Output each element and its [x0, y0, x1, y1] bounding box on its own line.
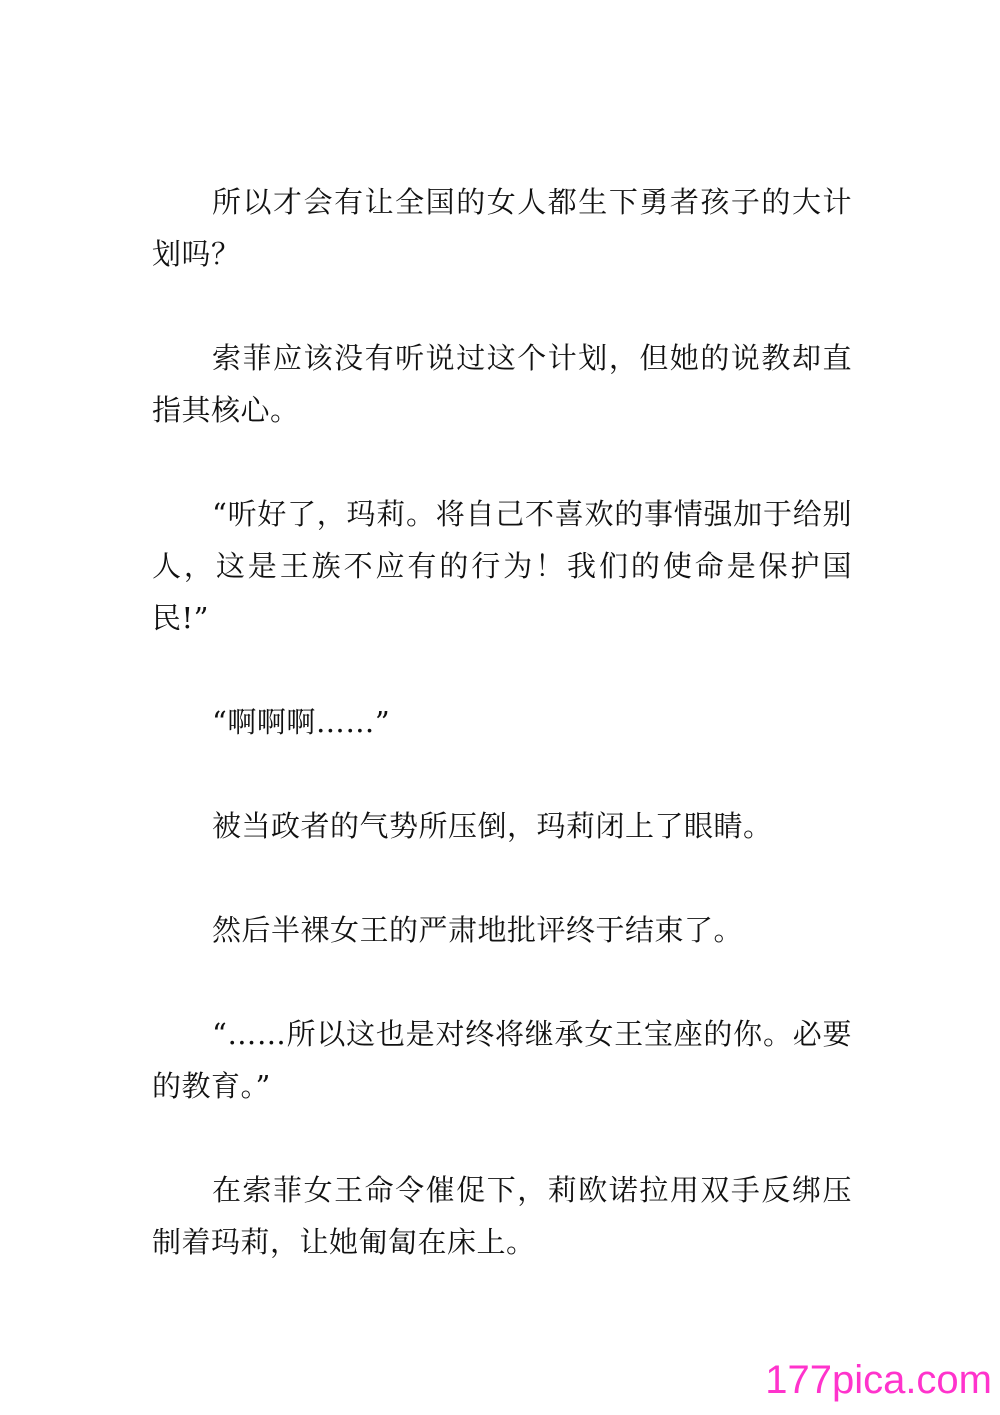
watermark-text: 177pica.com: [765, 1358, 992, 1402]
paragraph-5: 被当政者的气势所压倒，玛莉闭上了眼睛。: [212, 809, 773, 843]
paragraph-4: “啊啊啊……”: [212, 705, 391, 739]
paragraph-2: 索菲应该没有听说过这个计划，但她的说教却直指其核心。: [152, 341, 852, 427]
paragraph-3: “听好了，玛莉。将自己不喜欢的事情强加于给别人，这是王族不应有的行为！我们的使命是保护国民!”: [152, 497, 852, 635]
paragraph-6: 然后半裸女王的严肃地批评终于结束了。: [212, 913, 744, 947]
paragraph-7: “……所以这也是对终将继承女王宝座的你。必要的教育。”: [152, 1017, 852, 1103]
document-page: [152, 176, 852, 1268]
paragraph-1: 所以才会有让全国的女人都生下勇者孩子的大计划吗？: [152, 185, 852, 271]
paragraph-8: 在索菲女王命令催促下，莉欧诺拉用双手反绑压制着玛莉，让她匍匐在床上。: [152, 1173, 852, 1259]
